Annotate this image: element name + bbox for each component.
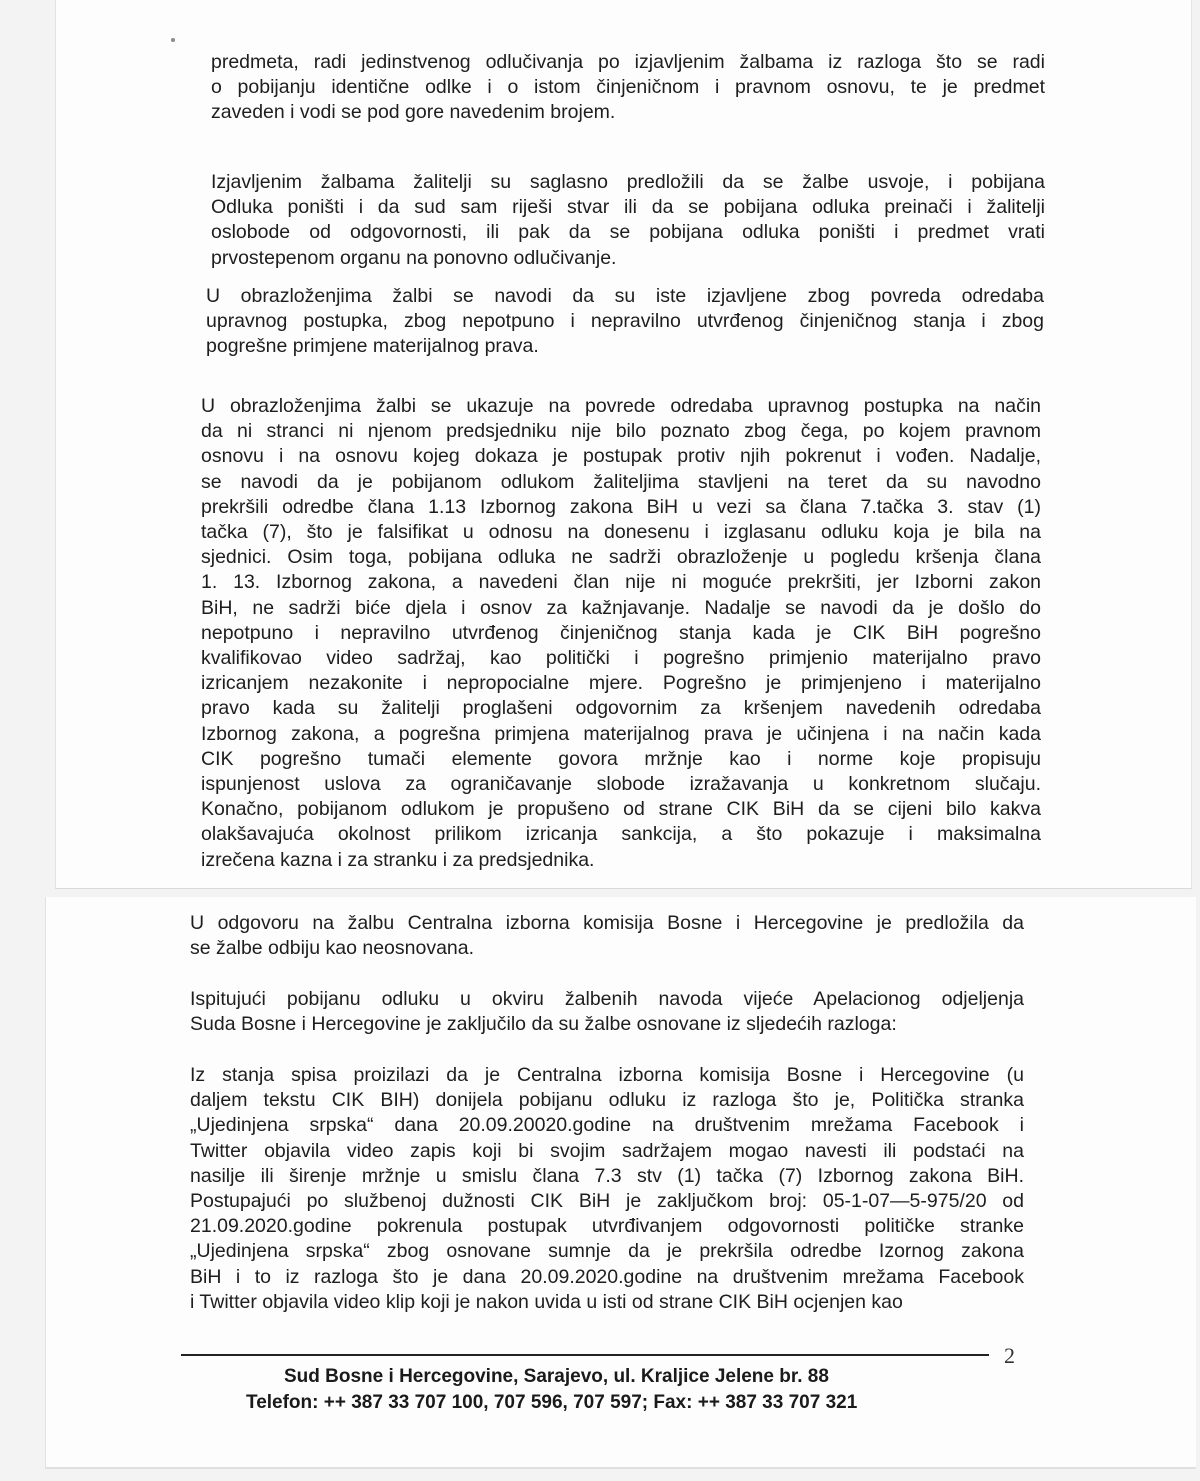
text-line: CIK pogrešno tumači elemente govora mržnje kao i norme koje propisuju	[201, 747, 1041, 770]
text-line: izrečena kazna i za stranku i za predsjednika.	[201, 848, 595, 871]
text-line: BiH, ne sadrži biće djela i osnov za kažnjavanje. Nadalje se navodi da je došlo do	[201, 596, 1041, 619]
scan-artifact-dot	[171, 38, 175, 42]
text-line: daljem tekstu CIK BIH) donijela pobijanu odluku iz razloga što je, Politička stranka	[190, 1089, 1024, 1112]
text-line: Suda Bosne i Hercegovine je zaključilo da su žalbe osnovane iz sljedećih razloga:	[190, 1013, 897, 1036]
text-line: U obrazloženjima žalbi se ukazuje na povrede odredaba upravnog postupka na način	[201, 395, 1041, 417]
text-line: prvostepenom organu na ponovno odlučivanje.	[211, 246, 617, 269]
text-line: 1. 13. Izbornog zakona, a navedeni član nije ni moguće prekršiti, jer Izborni zakon	[201, 571, 1041, 594]
text-line: i Twitter objavila video klip koji je nakon uvida u isti od strane CIK BiH ocjenjen kao	[190, 1290, 903, 1313]
text-line: Odluka poništi i da sud sam riješi stvar ili da se pobijana odluka preinači i žalitelji	[211, 196, 1045, 219]
text-line: ispunjenost uslova za ograničavanje slobode izražavanja u konkretnom slučaju.	[201, 773, 1041, 796]
text-line: se navodi da je pobijanom odlukom žaliteljima stavljeni na teret da su navodno	[201, 470, 1041, 493]
text-line: se žalbe odbiju kao neosnovana.	[190, 937, 475, 960]
text-line: zaveden i vodi se pod gore navedenim brojem.	[211, 101, 616, 124]
text-line: olakšavajuća okolnost prilikom izricanja sankcija, a što pokazuje i maksimalna	[201, 823, 1041, 846]
text-line: upravnog postupka, zbog nepotpuno i nepravilno utvrđenog činjeničnog stanja i zbog	[206, 310, 1044, 333]
text-line: Ispitujući pobijanu odluku u okviru žalbenih navoda vijeće Apelacionog odjeljenja	[190, 988, 1024, 1010]
paragraph-case-file-facts	[190, 1063, 1024, 1315]
text-line: U odgovoru na žalbu Centralna izborna komisija Bosne i Hercegovine je predložila da	[190, 912, 1024, 934]
text-line: Izbornog zakona, a pogrešna primjena materijalnog prava je učinjena i na način kada	[201, 722, 1041, 745]
text-line: Twitter objavila video zapis koji bi svojim sadržajem mogao navesti ili podstaći na	[190, 1139, 1024, 1162]
text-line: kvalifikovao video sadržaj, kao politički i pogrešno primjenio materijalno pravo	[201, 647, 1041, 670]
text-line: U obrazloženjima žalbi se navodi da su iste izjavljene zbog povreda odredaba	[206, 285, 1044, 307]
text-line: Iz stanja spisa proizilazi da je Centralna izborna komisija Bosne i Hercegovine (u	[190, 1064, 1024, 1086]
text-line: „Ujedinjena srpska“ dana 20.09.20020.godine na društvenim mrežama Facebook i	[190, 1114, 1024, 1137]
text-line: izricanjem nezakonite i nepropocialne mjere. Pogrešno je primjenjeno i materijalno	[201, 672, 1041, 695]
paragraph-council-conclusion	[190, 987, 1024, 1037]
footer-contact: Telefon: ++ 387 33 707 100, 707 596, 707 597; Fax: ++ 387 33 707 321	[246, 1392, 858, 1413]
paragraph-appeal-arguments	[201, 394, 1041, 873]
page-number: 2	[1004, 1343, 1015, 1368]
footer-court-address: Sud Bosne i Hercegovine, Sarajevo, ul. Kraljice Jelene br. 88	[284, 1366, 829, 1387]
text-line: „Ujedinjena srpska“ zbog osnovane sumnje da je prekršila odredbe Izornog zakona	[190, 1240, 1024, 1263]
text-line: Izjavljenim žalbama žalitelji su saglasno predložili da se žalbe usvoje, i pobijana	[211, 171, 1045, 193]
document-scan-bottom	[45, 897, 1196, 1469]
text-line: 21.09.2020.godine pokrenula postupak utvrđivanjem odgovornosti političke stranke	[190, 1215, 1024, 1238]
text-line: osnovu i na osnovu kojeg dokaza je postupak protiv njih pokrenut i vođen. Nadalje,	[201, 445, 1041, 468]
paragraph-appeal-grounds	[206, 284, 1044, 360]
text-line: prekršili odredbe člana 1.13 Izbornog zakona BiH u vezi sa člana 7.tačka 3. stav (1)	[201, 495, 1041, 518]
paragraph-case-joinder	[211, 50, 1045, 126]
text-line: predmeta, radi jedinstvenog odlučivanja po izjavljenim žalbama iz razloga što se radi	[211, 51, 1045, 73]
text-line: oslobode od odgovornosti, ili pak da se pobijana odluka poništi i predmet vrati	[211, 221, 1045, 244]
paragraph-appeal-proposals	[211, 170, 1045, 271]
text-line: pravo kada su žalitelji proglašeni odgovornim za kršenjem navedenih odredaba	[201, 697, 1041, 720]
footer-rule	[181, 1354, 989, 1356]
text-line: tačka (7), što je falsifikat u odnosu na donesenu i izglasanu odluku koja je bila na	[201, 521, 1041, 544]
document-scan-top	[55, 0, 1192, 889]
text-line: nasilje ili širenje mržnje u smislu člana 7.3 stv (1) tačka (7) Izbornog zakona BiH.	[190, 1164, 1024, 1187]
text-line: Postupajući po službenoj dužnosti CIK BiH je zaključkom broj: 05-1-07—5-975/20 od	[190, 1190, 1024, 1213]
paragraph-commission-response	[190, 911, 1024, 961]
text-line: nepotpuno i nepravilno utvrđenog činjeničnog stanja kada je CIK BiH pogrešno	[201, 621, 1041, 644]
text-line: pogrešne primjene materijalnog prava.	[206, 335, 539, 358]
text-line: da ni stranci ni njenom predsjedniku nije bilo poznato zbog čega, po kojem pravnom	[201, 420, 1041, 443]
text-line: Konačno, pobijanom odlukom je propušeno od strane CIK BiH da se cijeni bilo kakva	[201, 798, 1041, 821]
text-line: BiH i to iz razloga što je dana 20.09.2020.godine na društvenim mrežama Facebook	[190, 1265, 1024, 1288]
text-line: o pobijanju identične odlke i o istom činjeničnom i pravnom osnovu, te je predmet	[211, 76, 1045, 99]
text-line: sjednici. Osim toga, pobijana odluka ne sadrži obrazloženje u pogledu kršenja člana	[201, 546, 1041, 569]
